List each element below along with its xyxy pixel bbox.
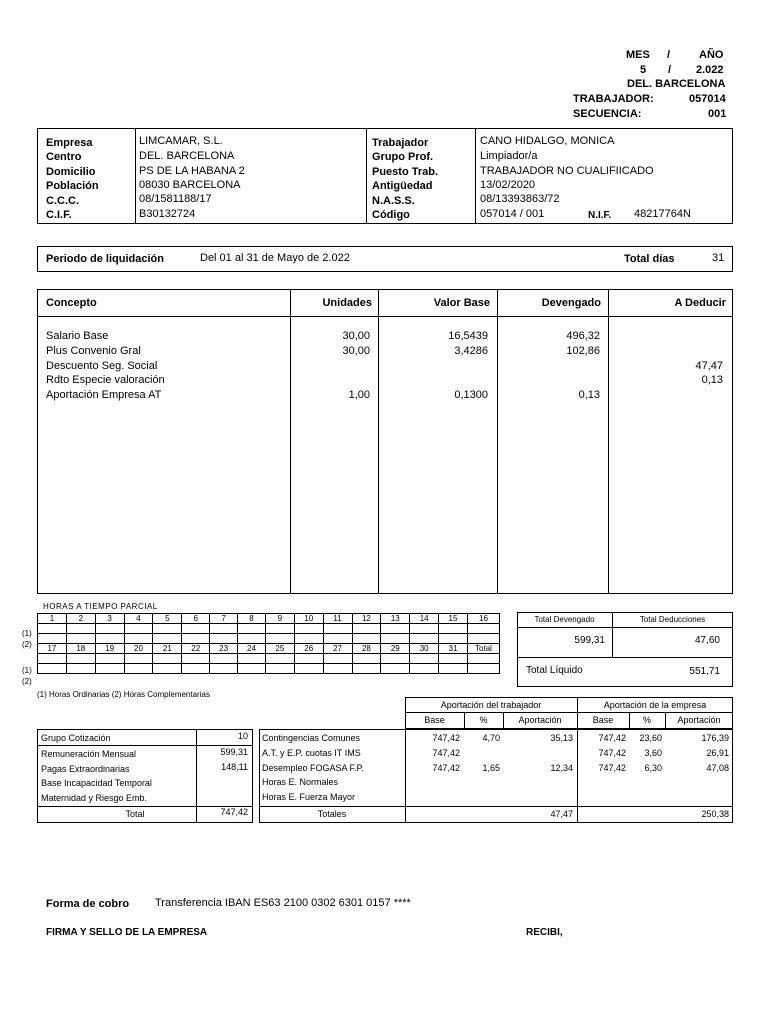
row-label: (1) bbox=[22, 629, 32, 638]
concepto-name: Salario Base bbox=[46, 330, 109, 342]
day-cell: 11 bbox=[323, 614, 352, 624]
aportacion-label: Horas E. Normales bbox=[262, 777, 339, 787]
row-label: (2) bbox=[22, 677, 32, 686]
secuencia-value: 001 bbox=[708, 108, 727, 120]
trab-aportacion: 35,13 bbox=[550, 733, 573, 743]
total-liquido-label: Total Líquido bbox=[526, 665, 583, 676]
nif-label: N.I.F. bbox=[588, 210, 612, 221]
day-cell: 28 bbox=[352, 644, 381, 654]
day-cell: 12 bbox=[352, 614, 381, 624]
day-cell: 29 bbox=[381, 644, 410, 654]
concepto-valor-base: 3,4286 bbox=[454, 345, 488, 357]
emp-pct: 23,60 bbox=[639, 733, 662, 743]
col-header-unidades: Unidades bbox=[322, 297, 372, 309]
col-header-devengado: Devengado bbox=[541, 297, 601, 309]
col-header-valor-base: Valor Base bbox=[433, 297, 490, 309]
day-cell: 2 bbox=[66, 614, 95, 624]
recibi-label: RECIBI, bbox=[526, 927, 563, 938]
mes-value: 5 bbox=[640, 64, 647, 76]
day-cell: 30 bbox=[410, 644, 439, 654]
empresa-value: LIMCAMAR, S.L. bbox=[139, 135, 223, 147]
total-liquido-value: 551,71 bbox=[689, 666, 720, 677]
emp-pct: 3,60 bbox=[644, 748, 662, 758]
grupo-prof-label: Grupo Prof. bbox=[372, 151, 434, 163]
day-cell: 1 bbox=[38, 614, 67, 624]
emp-base: 747,42 bbox=[598, 733, 626, 743]
day-cell: 31 bbox=[439, 644, 468, 654]
horas-ordinarias-row bbox=[38, 624, 500, 634]
emp-aportacion: 26,91 bbox=[706, 748, 729, 758]
day-cell: 13 bbox=[381, 614, 410, 624]
col-header-deducir: A Deducir bbox=[674, 297, 726, 309]
total-deducciones-value: 47,60 bbox=[694, 635, 720, 646]
trabajador-value: CANO HIDALGO, MONICA bbox=[480, 135, 615, 147]
day-cell: 19 bbox=[95, 644, 124, 654]
day-cell: 21 bbox=[153, 644, 182, 654]
day-cell: 25 bbox=[265, 644, 294, 654]
divider bbox=[405, 729, 406, 823]
total-dias-value: 31 bbox=[712, 252, 725, 264]
emp-aportacion: 47,08 bbox=[706, 763, 729, 773]
cot-base-value: 599,31 bbox=[220, 747, 248, 757]
row-label: (2) bbox=[22, 640, 32, 649]
emp-base: 747,42 bbox=[598, 763, 626, 773]
day-cell: 23 bbox=[210, 644, 238, 654]
total-deducciones-label: Total Deducciones bbox=[639, 615, 706, 624]
day-cell: 26 bbox=[294, 644, 323, 654]
centro-label: Centro bbox=[46, 151, 82, 163]
periodo-label: Periodo de liquidación bbox=[46, 253, 164, 265]
divider bbox=[577, 729, 578, 823]
col-header-concepto: Concepto bbox=[46, 297, 97, 309]
day-cell: 7 bbox=[210, 614, 238, 624]
sub-header-base: Base bbox=[592, 715, 614, 725]
concepto-devengado: 0,13 bbox=[578, 389, 600, 401]
delegacion: DEL. BARCELONA bbox=[627, 78, 726, 90]
horas-complementarias-row bbox=[38, 634, 500, 644]
trabajador-code-value: 057014 bbox=[689, 93, 726, 105]
antiguedad-label: Antigüedad bbox=[372, 180, 433, 192]
trabajador-label: Trabajador bbox=[372, 137, 429, 149]
aportacion-label: Contingencias Comunes bbox=[262, 733, 361, 743]
trab-base: 747,42 bbox=[432, 763, 460, 773]
total-devengado-value: 599,31 bbox=[574, 635, 605, 646]
ccc-value: 08/1581188/17 bbox=[139, 193, 212, 205]
concepto-unidades: 1,00 bbox=[348, 389, 370, 401]
day-cell: 14 bbox=[410, 614, 439, 624]
day-cell: 6 bbox=[182, 614, 210, 624]
horas-note: (1) Horas Ordinarias (2) Horas Complementarias bbox=[37, 690, 210, 699]
day-cell: 20 bbox=[124, 644, 153, 654]
divider bbox=[517, 627, 733, 628]
day-cell: 10 bbox=[294, 614, 323, 624]
separator: / bbox=[668, 64, 672, 76]
antiguedad-value: 13/02/2020 bbox=[480, 179, 536, 191]
divider bbox=[135, 128, 136, 224]
day-cell: 24 bbox=[238, 644, 266, 654]
aportacion-totales-label: Totales bbox=[317, 809, 347, 819]
day-cell: 18 bbox=[66, 644, 95, 654]
aportacion-totales-trabajador: 47,47 bbox=[550, 809, 573, 819]
divider bbox=[405, 712, 733, 713]
puesto-label: Puesto Trab. bbox=[372, 166, 439, 178]
aportacion-empresa-header: Aportación de la empresa bbox=[603, 700, 707, 710]
emp-pct: 6,30 bbox=[644, 763, 662, 773]
day-cell: 16 bbox=[467, 614, 499, 624]
aportacion-totales-empresa: 250,38 bbox=[701, 809, 729, 819]
divider bbox=[366, 128, 367, 224]
trab-pct: 4,70 bbox=[482, 733, 500, 743]
concepto-name: Descuento Seg. Social bbox=[46, 360, 158, 372]
codigo-value: 057014 / 001 bbox=[480, 208, 545, 220]
concepto-valor-base: 16,5439 bbox=[448, 330, 488, 342]
day-cell: 3 bbox=[95, 614, 124, 624]
firma-sello-label: FIRMA Y SELLO DE LA EMPRESA bbox=[46, 927, 208, 938]
cot-base-label: Maternidad y Riesgo Emb. bbox=[41, 793, 148, 803]
concepto-unidades: 30,00 bbox=[342, 345, 370, 357]
total-dias-label: Total días bbox=[624, 253, 675, 265]
aportacion-label: Horas E. Fuerza Mayor bbox=[262, 792, 356, 802]
cif-label: C.I.F. bbox=[46, 209, 72, 221]
concepto-devengado: 102,86 bbox=[566, 345, 600, 357]
forma-cobro-value: Transferencia IBAN ES63 2100 0302 6301 0157 **** bbox=[155, 897, 411, 909]
divider bbox=[259, 806, 733, 807]
domicilio-value: PS DE LA HABANA 2 bbox=[139, 165, 245, 177]
sub-header-pct: % bbox=[642, 715, 651, 725]
concepto-unidades: 30,00 bbox=[342, 330, 370, 342]
sub-header-pct: % bbox=[479, 715, 488, 725]
nif-value: 48217764N bbox=[634, 208, 691, 220]
day-cell: 17 bbox=[38, 644, 67, 654]
horas-days-row bbox=[38, 614, 500, 624]
day-cell: 4 bbox=[124, 614, 153, 624]
sub-header-aportacion: Aportación bbox=[518, 715, 562, 725]
sub-header-base: Base bbox=[424, 715, 445, 725]
cot-base-label: Remuneración Mensual bbox=[41, 749, 137, 759]
forma-cobro-label: Forma de cobro bbox=[46, 898, 130, 910]
horas-grid bbox=[37, 613, 500, 674]
trab-base: 747,42 bbox=[432, 733, 460, 743]
codigo-label: Código bbox=[372, 209, 410, 221]
ccc-label: C.C.C. bbox=[46, 195, 79, 207]
cot-total-value: 747,42 bbox=[220, 807, 248, 817]
trab-aportacion: 12,34 bbox=[550, 763, 573, 773]
day-cell: 27 bbox=[323, 644, 352, 654]
emp-aportacion: 176,39 bbox=[701, 733, 729, 743]
cot-base-label: Pagas Extraordinarias bbox=[41, 764, 130, 774]
day-cell: Total bbox=[467, 644, 499, 654]
divider bbox=[37, 745, 253, 746]
domicilio-label: Domicilio bbox=[46, 166, 96, 178]
cif-value: B30132724 bbox=[139, 208, 196, 220]
puesto-value: TRABAJADOR NO CUALIFIICADO bbox=[480, 165, 654, 177]
poblacion-label: Población bbox=[46, 180, 99, 192]
anio-label: AÑO bbox=[699, 49, 724, 61]
divider bbox=[608, 289, 609, 594]
cot-base-value: 148,11 bbox=[221, 762, 248, 772]
concepto-deducir: 47,47 bbox=[695, 360, 723, 372]
horas-title: HORAS A TIEMPO PARCIAL bbox=[43, 602, 158, 611]
cot-base-value: 10 bbox=[237, 731, 248, 741]
cot-base-label: Base Incapacidad Temporal bbox=[41, 778, 152, 788]
concepto-valor-base: 0,1300 bbox=[454, 389, 488, 401]
day-cell: 9 bbox=[265, 614, 294, 624]
trabajador-code-label: TRABAJADOR: bbox=[573, 93, 654, 105]
concepto-deducir: 0,13 bbox=[701, 374, 723, 386]
row-label: (1) bbox=[22, 666, 32, 675]
total-devengado-label: Total Devengado bbox=[534, 615, 595, 624]
day-cell: 22 bbox=[182, 644, 210, 654]
nass-label: N.A.S.S. bbox=[372, 195, 415, 207]
divider bbox=[517, 657, 733, 658]
nass-value: 08/13393863/72 bbox=[480, 193, 560, 205]
day-cell: 8 bbox=[238, 614, 266, 624]
periodo-value: Del 01 al 31 de Mayo de 2.022 bbox=[200, 252, 350, 264]
aportacion-label: Desempleo FOGASA F.P. bbox=[262, 763, 364, 773]
divider bbox=[475, 128, 476, 224]
aportacion-label: A.T. y E.P. cuotas IT IMS bbox=[262, 748, 361, 758]
poblacion-value: 08030 BARCELONA bbox=[139, 179, 241, 191]
horas-complementarias-row bbox=[38, 664, 500, 674]
day-cell: 5 bbox=[153, 614, 182, 624]
empresa-label: Empresa bbox=[46, 137, 93, 149]
centro-value: DEL. BARCELONA bbox=[139, 150, 235, 162]
trab-base: 747,42 bbox=[432, 748, 460, 758]
concepto-name: Plus Convenio Gral bbox=[46, 345, 141, 357]
trab-pct: 1,65 bbox=[482, 763, 500, 773]
horas-days-row bbox=[38, 644, 500, 654]
cot-base-label: Grupo Cotización bbox=[41, 733, 111, 743]
aportacion-trabajador-header: Aportación del trabajador bbox=[440, 700, 542, 710]
day-cell: 15 bbox=[439, 614, 468, 624]
concepto-name: Rdto Especie valoración bbox=[46, 374, 165, 386]
cot-total-label: Total bbox=[125, 809, 145, 819]
grupo-prof-value: Limpiador/a bbox=[480, 150, 538, 162]
concepto-name: Aportación Empresa AT bbox=[46, 389, 162, 401]
separator: / bbox=[667, 49, 671, 61]
sub-header-aportacion: Aportación bbox=[677, 715, 721, 725]
divider bbox=[37, 316, 733, 317]
horas-ordinarias-row bbox=[38, 654, 500, 664]
secuencia-label: SECUENCIA: bbox=[573, 108, 642, 120]
emp-base: 747,42 bbox=[598, 748, 626, 758]
anio-value: 2.022 bbox=[696, 64, 724, 76]
mes-label: MES bbox=[626, 49, 650, 61]
concepto-devengado: 496,32 bbox=[566, 330, 600, 342]
